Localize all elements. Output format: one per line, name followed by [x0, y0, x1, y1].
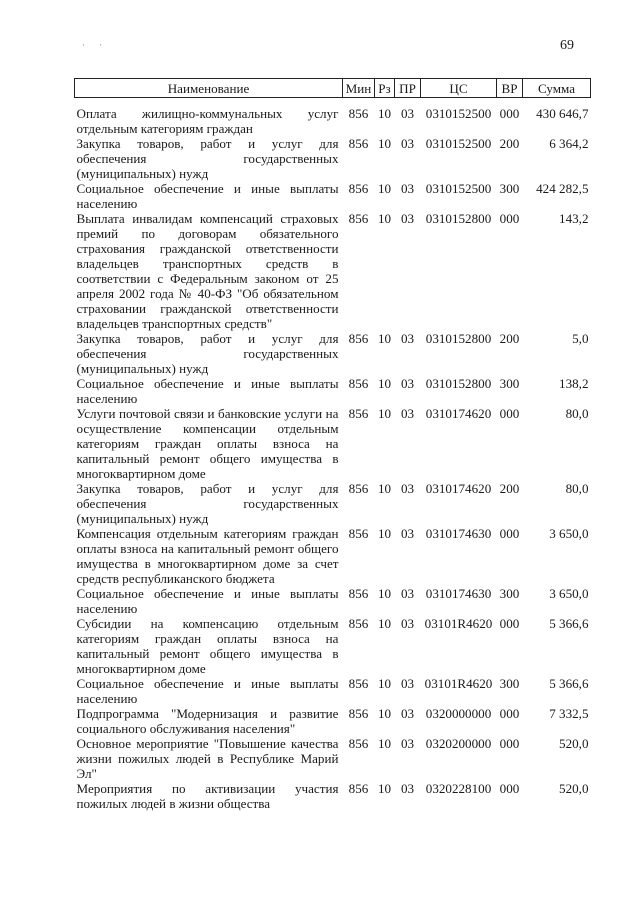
table-row — [75, 736, 591, 781]
row-sum: 80,0 — [565, 481, 589, 496]
column-header-name: Наименование — [75, 79, 343, 98]
row-cs: 0310174620 — [425, 406, 492, 421]
row-name: Услуги почтовой связи и банковские услуги на осуществление компенсации отдельным категориям граждан оплаты взноса на капитальный ремонт общего имущества в многоквартирном доме — [76, 406, 339, 481]
table-row — [75, 211, 591, 331]
row-rz: 10 — [377, 406, 392, 421]
row-cs: 0310152500 — [425, 106, 492, 121]
row-rz: 10 — [377, 676, 392, 691]
row-vr: 000 — [499, 736, 520, 751]
row-min: 856 — [348, 406, 369, 421]
page-number: 69 — [560, 38, 574, 53]
row-cs: 0320228100 — [425, 781, 492, 796]
row-name: Закупка товаров, работ и услуг для обеспечения государственных (муниципальных) нужд — [76, 481, 339, 526]
row-vr: 200 — [499, 481, 520, 496]
row-sum: 3 650,0 — [549, 586, 589, 601]
row-pr: 03 — [400, 736, 415, 751]
row-pr: 03 — [400, 481, 415, 496]
row-cs: 0310174620 — [425, 481, 492, 496]
table-row — [75, 136, 591, 181]
row-cs: 0310152800 — [425, 331, 492, 346]
row-vr: 300 — [499, 586, 520, 601]
column-header-pr: ПР — [395, 79, 421, 98]
row-min: 856 — [348, 331, 369, 346]
row-pr: 03 — [400, 211, 415, 226]
table-row — [75, 586, 591, 616]
row-sum: 430 646,7 — [536, 106, 589, 121]
row-min: 856 — [348, 181, 369, 196]
row-min: 856 — [348, 211, 369, 226]
row-pr: 03 — [400, 331, 415, 346]
scan-specks: · · — [82, 40, 109, 50]
row-name: Оплата жилищно-коммунальных услуг отдельным категориям граждан — [76, 106, 339, 136]
row-sum: 80,0 — [565, 406, 589, 421]
row-sum: 138,2 — [559, 376, 589, 391]
column-header-cs: ЦС — [421, 79, 497, 98]
row-pr: 03 — [400, 676, 415, 691]
row-pr: 03 — [400, 136, 415, 151]
row-cs: 0310152800 — [425, 376, 492, 391]
row-pr: 03 — [400, 406, 415, 421]
row-min: 856 — [348, 526, 369, 541]
table-row — [75, 706, 591, 736]
row-sum: 5,0 — [572, 331, 589, 346]
row-min: 856 — [348, 376, 369, 391]
row-cs: 0310174630 — [425, 526, 492, 541]
table-header-row — [75, 79, 591, 98]
row-rz: 10 — [377, 331, 392, 346]
row-sum: 520,0 — [559, 781, 589, 796]
table-row — [75, 376, 591, 406]
row-pr: 03 — [400, 526, 415, 541]
row-rz: 10 — [377, 526, 392, 541]
row-name: Социальное обеспечение и иные выплаты населению — [76, 586, 339, 616]
row-cs: 0320000000 — [425, 706, 492, 721]
row-name: Социальное обеспечение и иные выплаты населению — [76, 181, 339, 211]
table-row — [75, 406, 591, 481]
row-min: 856 — [348, 706, 369, 721]
row-vr: 000 — [499, 616, 520, 631]
row-name: Субсидии на компенсацию отдельным категориям граждан оплаты взноса на капитальный ремонт общего имущества в многоквартирном доме — [76, 616, 339, 676]
row-rz: 10 — [377, 706, 392, 721]
row-pr: 03 — [400, 781, 415, 796]
row-name: Социальное обеспечение и иные выплаты населению — [76, 376, 339, 406]
row-sum: 5 366,6 — [549, 616, 589, 631]
row-min: 856 — [348, 616, 369, 631]
row-rz: 10 — [377, 616, 392, 631]
row-pr: 03 — [400, 106, 415, 121]
row-min: 856 — [348, 481, 369, 496]
row-vr: 000 — [499, 706, 520, 721]
row-pr: 03 — [400, 616, 415, 631]
row-sum: 7 332,5 — [549, 706, 589, 721]
row-sum: 3 650,0 — [549, 526, 589, 541]
table-row — [75, 781, 591, 811]
row-vr: 300 — [499, 676, 520, 691]
row-name: Мероприятия по активизации участия пожилых людей в жизни общества — [76, 781, 339, 811]
row-vr: 200 — [499, 331, 520, 346]
row-rz: 10 — [377, 136, 392, 151]
row-pr: 03 — [400, 181, 415, 196]
row-rz: 10 — [377, 211, 392, 226]
row-rz: 10 — [377, 481, 392, 496]
column-header-rz: Рз — [375, 79, 395, 98]
row-cs: 0310152800 — [425, 211, 492, 226]
row-vr: 300 — [499, 376, 520, 391]
row-rz: 10 — [377, 781, 392, 796]
row-cs: 03101R4620 — [424, 616, 493, 631]
row-pr: 03 — [400, 586, 415, 601]
row-vr: 300 — [499, 181, 520, 196]
row-vr: 000 — [499, 211, 520, 226]
table-row — [75, 98, 591, 137]
row-min: 856 — [348, 136, 369, 151]
row-rz: 10 — [377, 736, 392, 751]
row-vr: 000 — [499, 406, 520, 421]
row-min: 856 — [348, 106, 369, 121]
table-row — [75, 526, 591, 586]
row-vr: 000 — [499, 526, 520, 541]
row-cs: 0310174630 — [425, 586, 492, 601]
column-header-min: Мин — [343, 79, 375, 98]
row-sum: 520,0 — [559, 736, 589, 751]
row-name: Закупка товаров, работ и услуг для обеспечения государственных (муниципальных) нужд — [76, 331, 339, 376]
row-name: Закупка товаров, работ и услуг для обеспечения государственных (муниципальных) нужд — [76, 136, 339, 181]
row-min: 856 — [348, 676, 369, 691]
row-min: 856 — [348, 736, 369, 751]
table-row — [75, 481, 591, 526]
row-cs: 0310152500 — [425, 136, 492, 151]
row-vr: 200 — [499, 136, 520, 151]
table-row — [75, 676, 591, 706]
row-cs: 0320200000 — [425, 736, 492, 751]
row-vr: 000 — [499, 781, 520, 796]
budget-table — [74, 78, 591, 811]
column-header-sum: Сумма — [523, 79, 591, 98]
row-min: 856 — [348, 781, 369, 796]
row-cs: 03101R4620 — [424, 676, 493, 691]
row-sum: 5 366,6 — [549, 676, 589, 691]
row-sum: 424 282,5 — [536, 181, 589, 196]
row-name: Социальное обеспечение и иные выплаты населению — [76, 676, 339, 706]
row-rz: 10 — [377, 586, 392, 601]
row-name: Компенсация отдельным категориям граждан оплаты взноса на капитальный ремонт общего имущества в многоквартирном доме за счет средств республиканского бюджета — [76, 526, 339, 586]
row-name: Подпрограмма "Модернизация и развитие социального обслуживания населения" — [76, 706, 339, 736]
row-vr: 000 — [499, 106, 520, 121]
table-row — [75, 616, 591, 676]
table-row — [75, 331, 591, 376]
row-name: Выплата инвалидам компенсаций страховых премий по договорам обязательного страхования гражданской ответственности владельцев транспортных средств в соответствии с Федеральным законом от 25 апреля 2002 года № 40-ФЗ "Об обязательном страховании гражданской ответственности владельцев транспортных средств" — [76, 211, 339, 331]
row-sum: 6 364,2 — [549, 136, 589, 151]
row-name: Основное мероприятие "Повышение качества жизни пожилых людей в Республике Марий Эл" — [76, 736, 339, 781]
row-sum: 143,2 — [559, 211, 589, 226]
row-rz: 10 — [377, 376, 392, 391]
table-row — [75, 181, 591, 211]
row-rz: 10 — [377, 181, 392, 196]
column-header-vr: ВР — [497, 79, 523, 98]
row-pr: 03 — [400, 376, 415, 391]
row-rz: 10 — [377, 106, 392, 121]
row-min: 856 — [348, 586, 369, 601]
row-cs: 0310152500 — [425, 181, 492, 196]
row-pr: 03 — [400, 706, 415, 721]
